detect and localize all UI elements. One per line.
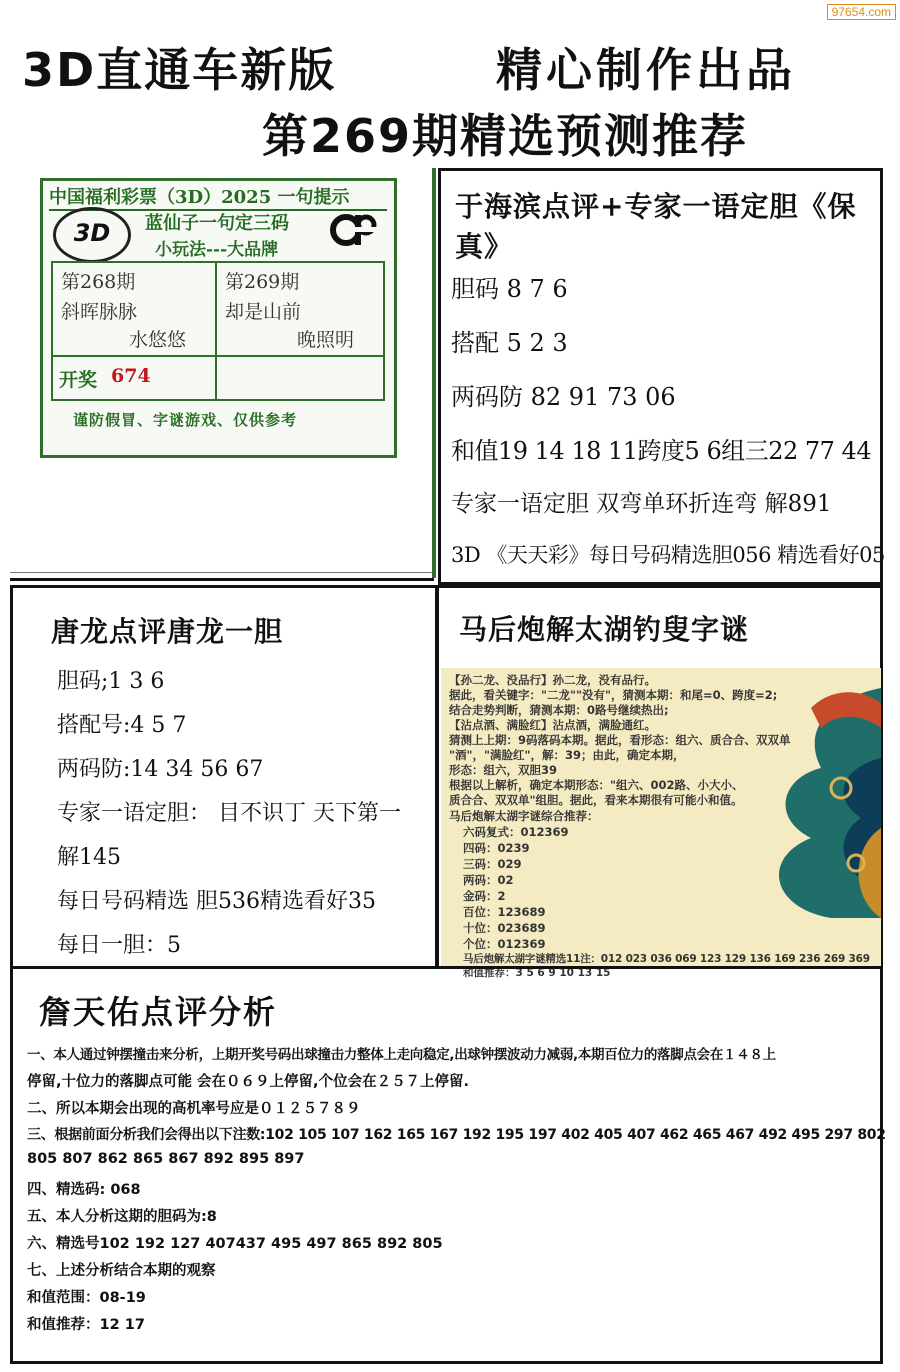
divider: [10, 578, 434, 581]
expert-review-panel: [438, 168, 883, 585]
analysis-line: 二、所以本期会出现的高机率号应是０１２５７８９: [27, 1101, 361, 1117]
prev-hint-line2: 水悠悠: [129, 329, 187, 351]
riddle-line: 【孙二龙、没品行】孙二龙，没有品行。: [449, 673, 656, 687]
riddle-line: 猜测上上期：9码落码本期。据此，看形态：组六、质合合、双双单: [449, 733, 791, 747]
list-item: 每日一胆：5: [57, 933, 181, 958]
list-item: 解145: [57, 845, 121, 870]
header-tagline: 精心制作出品: [496, 43, 796, 97]
riddle-line: 根据以上解析，确定本期形态："组六、002路、小大小、: [449, 778, 744, 792]
list-item: 每日号码精选 胆536精选看好35: [57, 889, 376, 914]
draw-number: 674: [111, 365, 151, 387]
divider: [10, 572, 434, 573]
hint-grid: [51, 261, 385, 401]
3d-logo-icon: 3D: [53, 207, 131, 263]
analysis-line: 七、上述分析结合本期的观察: [27, 1263, 216, 1279]
riddle-line: 个位：012369: [463, 937, 546, 951]
analysis-line: 停留,十位力的落脚点可能 会在０６９上停留,个位会在２５７上停留.: [27, 1074, 470, 1090]
riddle-line: 质合合、双双单"组胆。据此，看来本期很有可能小和值。: [449, 793, 743, 807]
riddle-line: 三码：029: [463, 857, 522, 871]
riddle-line: 【沾点酒、满脸红】沾点酒，满脸通红。: [449, 718, 656, 732]
site-watermark: 97654.com: [827, 4, 896, 20]
wave-decoration-icon: [741, 668, 881, 968]
riddle-panel: [436, 585, 883, 979]
riddle-line: 马后炮解太湖字谜综合推荐：: [449, 809, 599, 823]
next-hint-line1: 却是山前: [225, 301, 302, 323]
list-item: 和值19 14 18 11跨度5 6组三22 77 44: [451, 437, 872, 465]
card-slogan: 小玩法---大品牌: [155, 240, 279, 260]
riddle-line: 结合走势判断，猜测本期：0路号继续热出;: [449, 703, 669, 717]
panel-title: 詹天佑点评分析: [39, 993, 278, 1031]
riddle-line: 马后炮解太湖字谜精选11注：012 023 036 069 123 129 136 169 236 269 369: [463, 953, 870, 965]
analysis-line: 三、根据前面分析我们会得出以下注数:102 105 107 162 165 167 192 195 197 402 405 407 462 465 467 492 495 297 802: [27, 1127, 886, 1143]
analysis-line: 四、精选码: 068: [27, 1182, 141, 1198]
riddle-line: 四码：0239: [463, 841, 530, 855]
riddle-image: [441, 668, 881, 979]
header-brand: 3D直通车新版: [22, 43, 337, 97]
card-title: 中国福利彩票（3D）2025 一句提示: [49, 183, 387, 211]
panel-title: 马后炮解太湖钓叟字谜: [459, 613, 750, 646]
riddle-line: "酒"，"满脸红"，解：39；由此，确定本期，: [449, 748, 685, 762]
analysis-line: 六、精选号102 192 127 407437 495 497 865 892 805: [27, 1236, 443, 1252]
next-period: 第269期: [225, 271, 300, 293]
list-item: 胆码;1 3 6: [57, 669, 165, 694]
divider: [432, 168, 436, 578]
riddle-line: 形态：组六，双胆39: [449, 763, 558, 777]
prev-period: 第268期: [61, 271, 136, 293]
list-item: 专家一语定胆 双弯单环折连弯 解891: [451, 491, 832, 517]
riddle-line: 十位：023689: [463, 921, 546, 935]
analysis-line: 和值范围：08-19: [27, 1290, 146, 1306]
panel-title: 于海滨点评+专家一语定胆《保真》: [455, 190, 857, 263]
page-title: 第269期精选预测推荐: [262, 109, 749, 163]
list-item: 搭配 5 2 3: [451, 329, 568, 357]
lottery-hint-card: [40, 178, 397, 458]
riddle-line: 六码复式：012369: [463, 825, 569, 839]
riddle-line: 百位：123689: [463, 905, 546, 919]
riddle-line: 和值推荐：3 5 6 9 10 13 15: [463, 967, 611, 979]
analysis-line: 和值推荐：12 17: [27, 1317, 145, 1333]
list-item: 两码防 82 91 73 06: [451, 383, 676, 411]
disclaimer-note: 谨防假冒、字谜游戏、仅供参考: [73, 411, 298, 429]
tanglong-panel: [10, 585, 438, 969]
list-item: 3D 《天天彩》每日号码精选胆056 精选看好05: [451, 543, 885, 567]
analysis-line: 一、本人通过钟摆撞击来分析，上期开奖号码出球撞击力整体上走向稳定,出球钟摆波动力减弱,本期百位力的落脚点会在１４８上: [27, 1047, 776, 1063]
panel-title: 唐龙点评唐龙一胆: [51, 615, 284, 648]
analysis-line: 805 807 862 865 867 892 895 897: [27, 1151, 305, 1167]
draw-label: 开奖: [59, 369, 98, 391]
next-hint-line2: 晚照明: [297, 329, 355, 351]
riddle-line: 据此，看关键字："二龙""没有"，猜测本期：和尾=0、跨度=2;: [449, 688, 778, 702]
list-item: 专家一语定胆： 目不识丁 天下第一: [57, 801, 401, 826]
list-item: 两码防:14 34 56 67: [57, 757, 264, 782]
riddle-line: 两码：02: [463, 873, 514, 887]
welfare-lottery-logo-icon: [328, 209, 378, 251]
list-item: 胆码 8 7 6: [451, 275, 568, 303]
prev-hint-line1: 斜晖脉脉: [61, 301, 138, 323]
riddle-line: 金码：2: [463, 889, 506, 903]
analysis-panel: [10, 966, 886, 1364]
list-item: 搭配号:4 5 7: [57, 713, 187, 738]
card-subtitle: 蓝仙子一句定三码: [145, 213, 289, 234]
analysis-line: 五、本人分析这期的胆码为:8: [27, 1209, 217, 1225]
